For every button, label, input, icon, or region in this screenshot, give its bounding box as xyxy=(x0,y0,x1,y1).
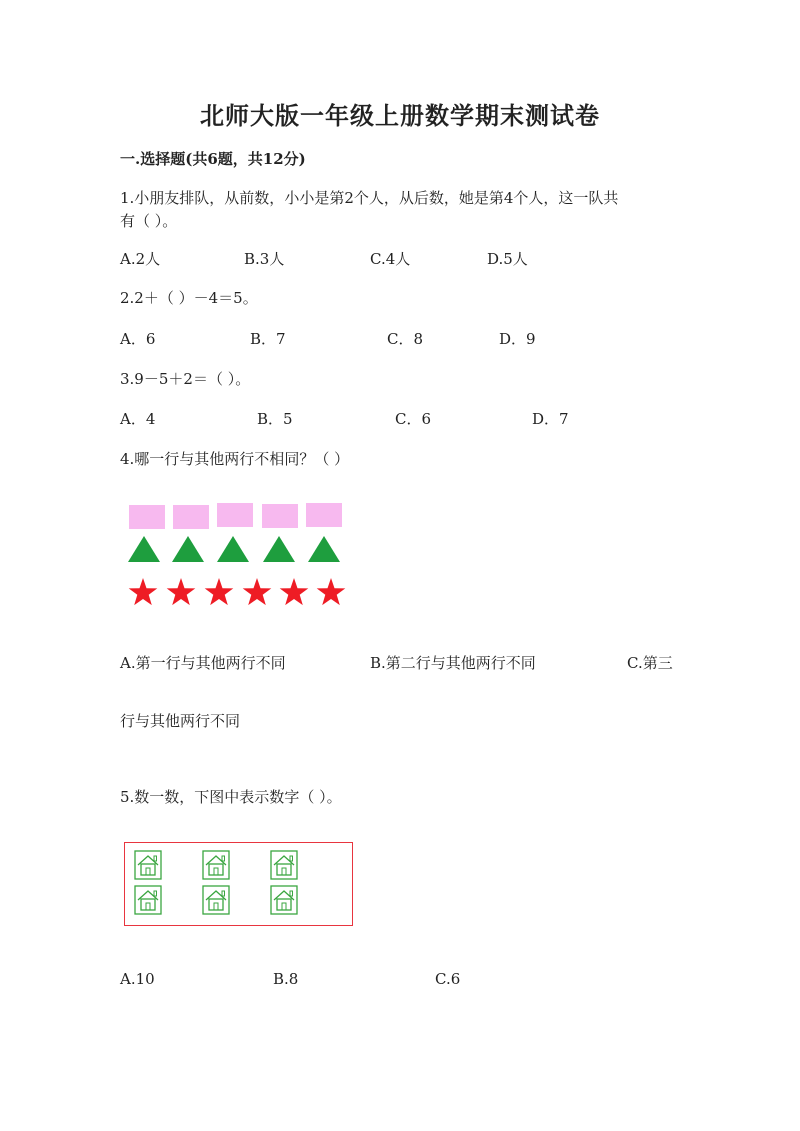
q4-option-c[interactable]: C.第三 xyxy=(627,654,673,672)
q2-option-c[interactable]: C．8 xyxy=(387,330,424,348)
question-4-text: 4.哪一行与其他两行不相同？（ ） xyxy=(120,450,350,468)
q1-option-b[interactable]: B.3人 xyxy=(244,250,285,268)
question-1-text: 1.小朋友排队，从前数，小小是第2个人，从后数，她是第4个人，这一队共 xyxy=(120,189,619,207)
red-star xyxy=(280,578,309,605)
section-heading: 一.选择题(共6题，共12分) xyxy=(120,150,306,168)
q5-option-b[interactable]: B.8 xyxy=(273,970,299,988)
q3-option-d[interactable]: D．7 xyxy=(532,410,569,428)
q5-option-a[interactable]: A.10 xyxy=(120,970,155,988)
q3-option-a[interactable]: A．4 xyxy=(120,410,156,428)
red-star xyxy=(243,578,272,605)
house-icon xyxy=(202,850,230,880)
question-2-text: 2.2＋（ ）－4＝5。 xyxy=(120,289,258,307)
q4-option-b[interactable]: B.第二行与其他两行不同 xyxy=(370,654,536,672)
q3-option-c[interactable]: C．6 xyxy=(395,410,432,428)
q1-option-a[interactable]: A.2人 xyxy=(120,250,161,268)
house-icon xyxy=(134,885,162,915)
q2-option-b[interactable]: B．7 xyxy=(250,330,286,348)
green-triangle xyxy=(263,536,295,562)
question-3-text: 3.9－5＋2＝（ ）。 xyxy=(120,370,251,388)
green-triangle xyxy=(308,536,340,562)
q4-figure xyxy=(126,500,351,612)
red-star xyxy=(317,578,346,605)
q4-option-c-cont: 行与其他两行不同 xyxy=(120,712,241,730)
q2-option-d[interactable]: D．9 xyxy=(499,330,536,348)
red-star xyxy=(167,578,196,605)
question-1-text-cont: 有（ ）。 xyxy=(120,212,178,230)
green-triangle xyxy=(172,536,204,562)
house-icon xyxy=(270,885,298,915)
red-star xyxy=(129,578,158,605)
q1-option-d[interactable]: D.5人 xyxy=(487,250,528,268)
q4-option-a[interactable]: A.第一行与其他两行不同 xyxy=(120,654,286,672)
q2-option-a[interactable]: A．6 xyxy=(120,330,156,348)
page-title: 北师大版一年级上册数学期末测试卷 xyxy=(200,101,600,130)
red-star xyxy=(205,578,234,605)
house-icon xyxy=(270,850,298,880)
green-triangle xyxy=(128,536,160,562)
house-icon xyxy=(134,850,162,880)
q5-figure xyxy=(124,842,353,926)
q5-option-c[interactable]: C.6 xyxy=(435,970,461,988)
house-icon xyxy=(202,885,230,915)
green-triangle xyxy=(217,536,249,562)
question-5-text: 5.数一数，下图中表示数字（ ）。 xyxy=(120,788,342,806)
q1-option-c[interactable]: C.4人 xyxy=(370,250,411,268)
shape-rows xyxy=(126,500,351,612)
q3-option-b[interactable]: B．5 xyxy=(257,410,293,428)
